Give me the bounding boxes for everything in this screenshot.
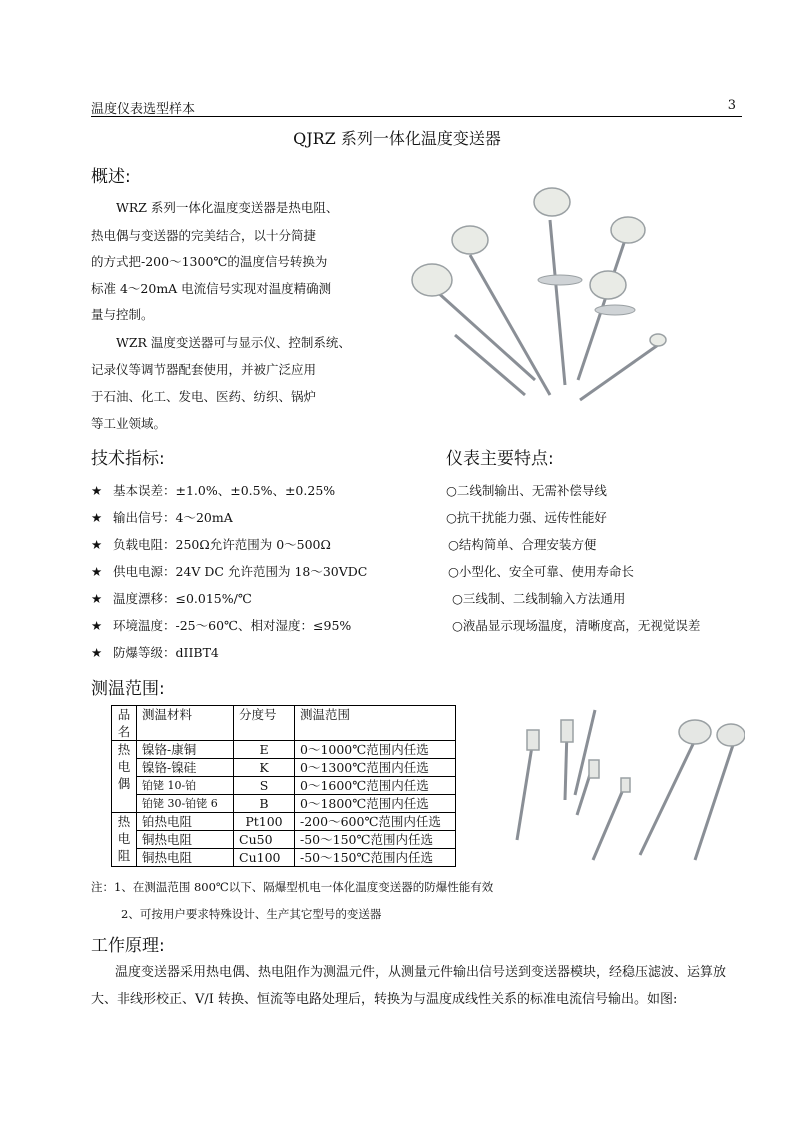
- spec-item: ★ 输出信号：4～20mA: [91, 510, 233, 525]
- table-header-row: [112, 706, 456, 741]
- spec-item: ★ 负载电阻：250Ω允许范围为 0～500Ω: [91, 537, 331, 552]
- page-number: 3: [727, 98, 736, 113]
- principle-heading: 工作原理:: [91, 936, 165, 956]
- range-table: [111, 705, 456, 867]
- col-header: 测温材料: [137, 706, 234, 741]
- star-icon: ★: [91, 591, 103, 606]
- header-title: 温度仪表选型样本: [91, 102, 196, 117]
- overview-line: WRZ 系列一体化温度变送器是热电阻、: [116, 200, 339, 215]
- feature-item: ○小型化、安全可靠、使用寿命长: [448, 564, 634, 579]
- table-row: 铜热电阻 Cu100 -50～150℃范围内任选: [112, 849, 456, 867]
- product-photo: [400, 180, 680, 405]
- page-title: QJRZ 系列一体化温度变送器: [293, 129, 501, 148]
- table-row: 铂铑 10-铂 S 0～1600℃范围内任选: [112, 777, 456, 795]
- group-rtd: 热电阻: [112, 813, 137, 867]
- feature-item: ○液晶显示现场温度，清晰度高，无视觉误差: [452, 618, 701, 633]
- table-row: 热电阻 铂热电阻 Pt100 -200～600℃范围内任选: [112, 813, 456, 831]
- note-1: 注：1、在测温范围 800℃以下、隔爆型机电一体化温度变送器的防爆性能有效: [91, 880, 494, 894]
- overview-line: WZR 温度变送器可与显示仪、控制系统、: [116, 335, 351, 350]
- feature-item: ○二线制输出、无需补偿导线: [446, 483, 607, 498]
- overview-line: 的方式把-200～1300℃的温度信号转换为: [91, 254, 328, 269]
- table-row: 热电偶 镍铬-康铜 E 0～1000℃范围内任选: [112, 741, 456, 759]
- star-icon: ★: [91, 510, 103, 525]
- note-2: 2、可按用户要求特殊设计、生产其它型号的变送器: [121, 907, 382, 921]
- spec-item: ★ 环境温度：-25～60℃、相对湿度：≤95%: [91, 618, 352, 633]
- star-icon: ★: [91, 645, 103, 660]
- star-icon: ★: [91, 618, 103, 633]
- star-icon: ★: [91, 537, 103, 552]
- table-row: 铂铑 30-铂铑 6 B 0～1800℃范围内任选: [112, 795, 456, 813]
- star-icon: ★: [91, 564, 103, 579]
- principle-text: 温度变送器采用热电偶、热电阻作为测温元件，从测量元件输出信号送到变送器模块，经稳压滤波、运算放大、非线形校正、V/I 转换、恒流等电路处理后，转换为与温度成线性关系的标准电流信号输出。如图:: [91, 965, 727, 1007]
- specs-heading: 技术指标:: [91, 449, 165, 469]
- feature-item: ○抗干扰能力强、远传性能好: [446, 510, 607, 525]
- table-row: 镍铬-镍硅 K 0～1300℃范围内任选: [112, 759, 456, 777]
- overview-line: 记录仪等调节器配套使用，并被广泛应用: [91, 362, 317, 377]
- spec-item: ★ 基本误差：±1.0%、±0.5%、±0.25%: [91, 483, 336, 498]
- overview-heading: 概述:: [91, 167, 131, 187]
- product-photo-2: [505, 700, 745, 865]
- table-row: 铜热电阻 Cu50 -50～150℃范围内任选: [112, 831, 456, 849]
- col-header: 测温范围: [295, 706, 456, 741]
- spec-item: ★ 防爆等级：dIIBT4: [91, 645, 219, 660]
- overview-line: 等工业领域。: [91, 416, 167, 431]
- feature-item: ○结构简单、合理安装方便: [448, 537, 597, 552]
- spec-item: ★ 温度漂移：≤0.015%/℃: [91, 591, 252, 606]
- group-thermocouple: 热电偶: [112, 741, 137, 813]
- features-heading: 仪表主要特点:: [446, 449, 554, 469]
- overview-line: 于石油、化工、发电、医药、纺织、锅炉: [91, 389, 317, 404]
- range-heading: 测温范围:: [91, 679, 165, 699]
- overview-line: 热电偶与变送器的完美结合，以十分简捷: [91, 228, 317, 243]
- col-header: 分度号: [234, 706, 295, 741]
- star-icon: ★: [91, 483, 103, 498]
- overview-line: 标准 4～20mA 电流信号实现对温度精确测: [91, 281, 332, 296]
- header-rule: [91, 116, 742, 117]
- feature-item: ○三线制、二线制输入方法通用: [452, 591, 626, 606]
- spec-item: ★ 供电电源：24V DC 允许范围为 18～30VDC: [91, 564, 368, 579]
- col-header: 品名: [112, 706, 137, 741]
- overview-line: 量与控制。: [91, 307, 154, 322]
